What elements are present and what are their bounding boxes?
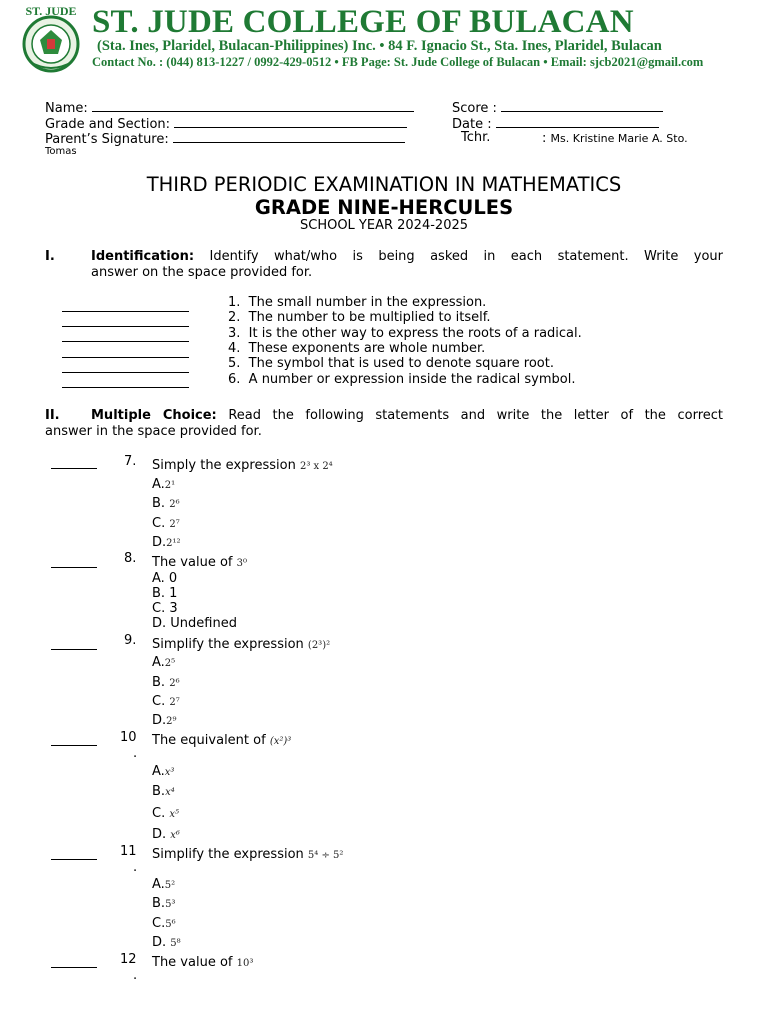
option-value: 2⁷ [169,519,180,530]
option-letter: C. [152,806,166,821]
date-blank[interactable] [496,115,659,128]
section1-instructions [91,249,723,280]
option-7d [152,535,181,550]
school-contact: Contact No. : (044) 813-1227 / 0992-429-0512 • FB Page: St. Jude College of Bulacan • Email: sjcb2021@gmail.com [92,55,704,69]
item-number: 3. [228,326,241,341]
option-letter: A. [152,655,165,670]
option-10d [152,827,180,842]
answer-blank-7[interactable] [51,456,97,469]
option-value: x⁴ [165,787,175,798]
teacher-label: Tchr. [461,130,491,145]
option-letter: B. [152,896,166,911]
option-10b [152,784,175,799]
option-value: 5² [164,880,176,891]
option-8c: C. 3 [152,601,178,616]
section1-numeral: I. [45,249,55,264]
question-12 [152,955,253,970]
option-9a [152,655,175,670]
question-text: The value of [152,555,233,570]
option-letter: C. [152,916,166,931]
grade-section-label: Grade and Section: [45,117,171,132]
answer-blank-8[interactable] [51,555,97,568]
id-item-5 [228,356,554,371]
answer-blank-11[interactable] [51,847,97,860]
id-item-1 [228,295,486,310]
question-number-10: 10 [120,730,137,745]
option-value: 2⁶ [169,499,180,510]
option-11d [152,935,181,950]
section2-instruction-line1-wrap [91,408,723,424]
question-text: Simply the expression [152,458,296,473]
teacher-name: Ms. Kristine Marie A. Sto. [550,132,688,145]
option-value: 5⁸ [170,938,181,949]
option-value: 2⁷ [169,697,180,708]
logo-text: ST. JUDE [25,4,77,18]
id-item-2 [228,310,491,325]
answer-blank-3[interactable] [62,329,189,342]
option-letter: C. [152,516,166,531]
option-10c [152,806,179,821]
question-expression: (2³)² [307,640,331,651]
question-expression: 5⁴ ÷ 5² [307,850,344,861]
option-value: 2⁹ [166,716,177,727]
question-expression: 3⁰ [236,558,247,569]
question-expression: 10³ [236,958,254,969]
question-10 [152,733,291,748]
score-field [452,99,663,116]
name-label: Name: [45,101,88,116]
option-value: 2⁶ [169,678,180,689]
item-number: 5. [228,356,241,371]
option-9d [152,713,177,728]
question-text: The value of [152,955,233,970]
option-letter: B. [152,496,166,511]
teacher-colon: : [542,131,547,146]
option-letter: D. [152,535,167,550]
answer-blank-5[interactable] [62,360,189,373]
option-letter: D. [152,827,167,842]
section2-heading: Multiple Choice: [91,408,217,423]
answer-blank-4[interactable] [62,345,189,358]
id-item-6 [228,372,575,387]
question-number-7: 7. [124,454,137,469]
item-text: These exponents are whole number. [248,341,486,356]
item-number: 1. [228,295,241,310]
id-item-4 [228,341,485,356]
option-9b [152,675,180,690]
answer-blank-1[interactable] [62,299,189,312]
option-7a [152,477,175,492]
parent-signature-label: Parent’s Signature: [45,132,169,147]
item-number: 6. [228,372,241,387]
teacher-name-continued: Tomas [45,146,77,157]
parent-signature-field [45,130,405,147]
item-text: The symbol that is used to denote square root. [248,356,554,371]
option-10a [152,764,174,779]
question-11 [152,847,343,862]
school-logo [16,6,86,74]
option-letter: D. [152,713,167,728]
answer-blank-9[interactable] [51,637,97,650]
option-7c [152,516,180,531]
option-8b: B. 1 [152,586,178,601]
answer-blank-10[interactable] [51,733,97,746]
teacher-name-field [542,131,688,146]
option-value: 2¹² [166,538,181,549]
option-11c [152,916,176,931]
option-letter: D. [152,935,167,950]
item-text: It is the other way to express the roots of a radical. [248,326,582,341]
school-year: SCHOOL YEAR 2024-2025 [299,218,469,233]
name-blank[interactable] [92,99,414,112]
question-9 [152,637,330,652]
section1-instruction-line1: Identify what/who is being asked in each statement. Write your [209,249,724,264]
item-number: 2. [228,310,241,325]
question-text: The equivalent of [152,733,266,748]
answer-blank-2[interactable] [62,314,189,327]
question-number-9: 9. [124,633,137,648]
id-item-3 [228,326,582,341]
question-number-11-dot: . [133,860,138,875]
option-letter: A. [152,477,165,492]
option-value: 2⁵ [164,658,176,669]
answer-blank-12[interactable] [51,955,97,968]
item-text: A number or expression inside the radical symbol. [248,372,576,387]
school-address: (Sta. Ines, Plaridel, Bulacan-Philippines) Inc. • 84 F. Ignacio St., Sta. Ines, Plaridel, Bulacan [97,38,662,54]
grade-section-blank[interactable] [174,115,407,128]
date-label: Date : [452,117,492,132]
option-11b [152,896,175,911]
option-letter: B. [152,784,166,799]
option-letter: C. [152,694,166,709]
grade-title: GRADE NINE-HERCULES [254,196,514,219]
question-number-10-dot: . [133,746,138,761]
option-letter: B. [152,675,166,690]
question-expression: 2³ x 2⁴ [299,461,333,472]
score-blank[interactable] [501,99,663,112]
section2-instruction-line1: Read the following statements and write the letter of the correct [228,408,723,423]
section2-numeral: II. [45,408,60,423]
exam-title: THIRD PERIODIC EXAMINATION IN MATHEMATICS [146,173,622,196]
teacher-field [461,130,490,145]
question-number-8: 8. [124,551,137,566]
question-expression: (x²)³ [269,736,292,747]
section1-instruction-line2: answer on the space provided for. [91,264,313,280]
name-field [45,99,414,116]
option-value: 5⁶ [165,919,176,930]
option-9c [152,694,180,709]
item-number: 4. [228,341,241,356]
item-text: The small number in the expression. [248,295,487,310]
option-value: x³ [164,767,175,778]
option-11a [152,877,175,892]
option-8d: D. Undefined [152,616,237,631]
section2-instruction-line2: answer in the space provided for. [45,424,262,439]
question-text: Simplify the expression [152,847,304,862]
item-text: The number to be multiplied to itself. [248,310,491,325]
answer-blank-6[interactable] [62,375,189,388]
option-7b [152,496,180,511]
option-8a: A. 0 [152,571,178,586]
parent-signature-blank[interactable] [173,130,405,143]
score-label: Score : [452,101,497,116]
option-value: x⁶ [170,830,180,841]
question-text: Simplify the expression [152,637,304,652]
question-8 [152,555,247,570]
option-letter: A. [152,764,165,779]
question-7 [152,458,333,473]
question-number-12-dot: . [133,968,138,983]
school-name: ST. JUDE COLLEGE OF BULACAN [92,4,634,40]
section1-heading: Identification: [91,249,195,264]
option-value: 2¹ [164,480,176,491]
question-number-11: 11 [120,844,137,859]
option-value: 5³ [165,899,176,910]
question-number-12: 12 [120,952,137,967]
option-value: x⁵ [169,809,180,820]
option-letter: A. [152,877,165,892]
